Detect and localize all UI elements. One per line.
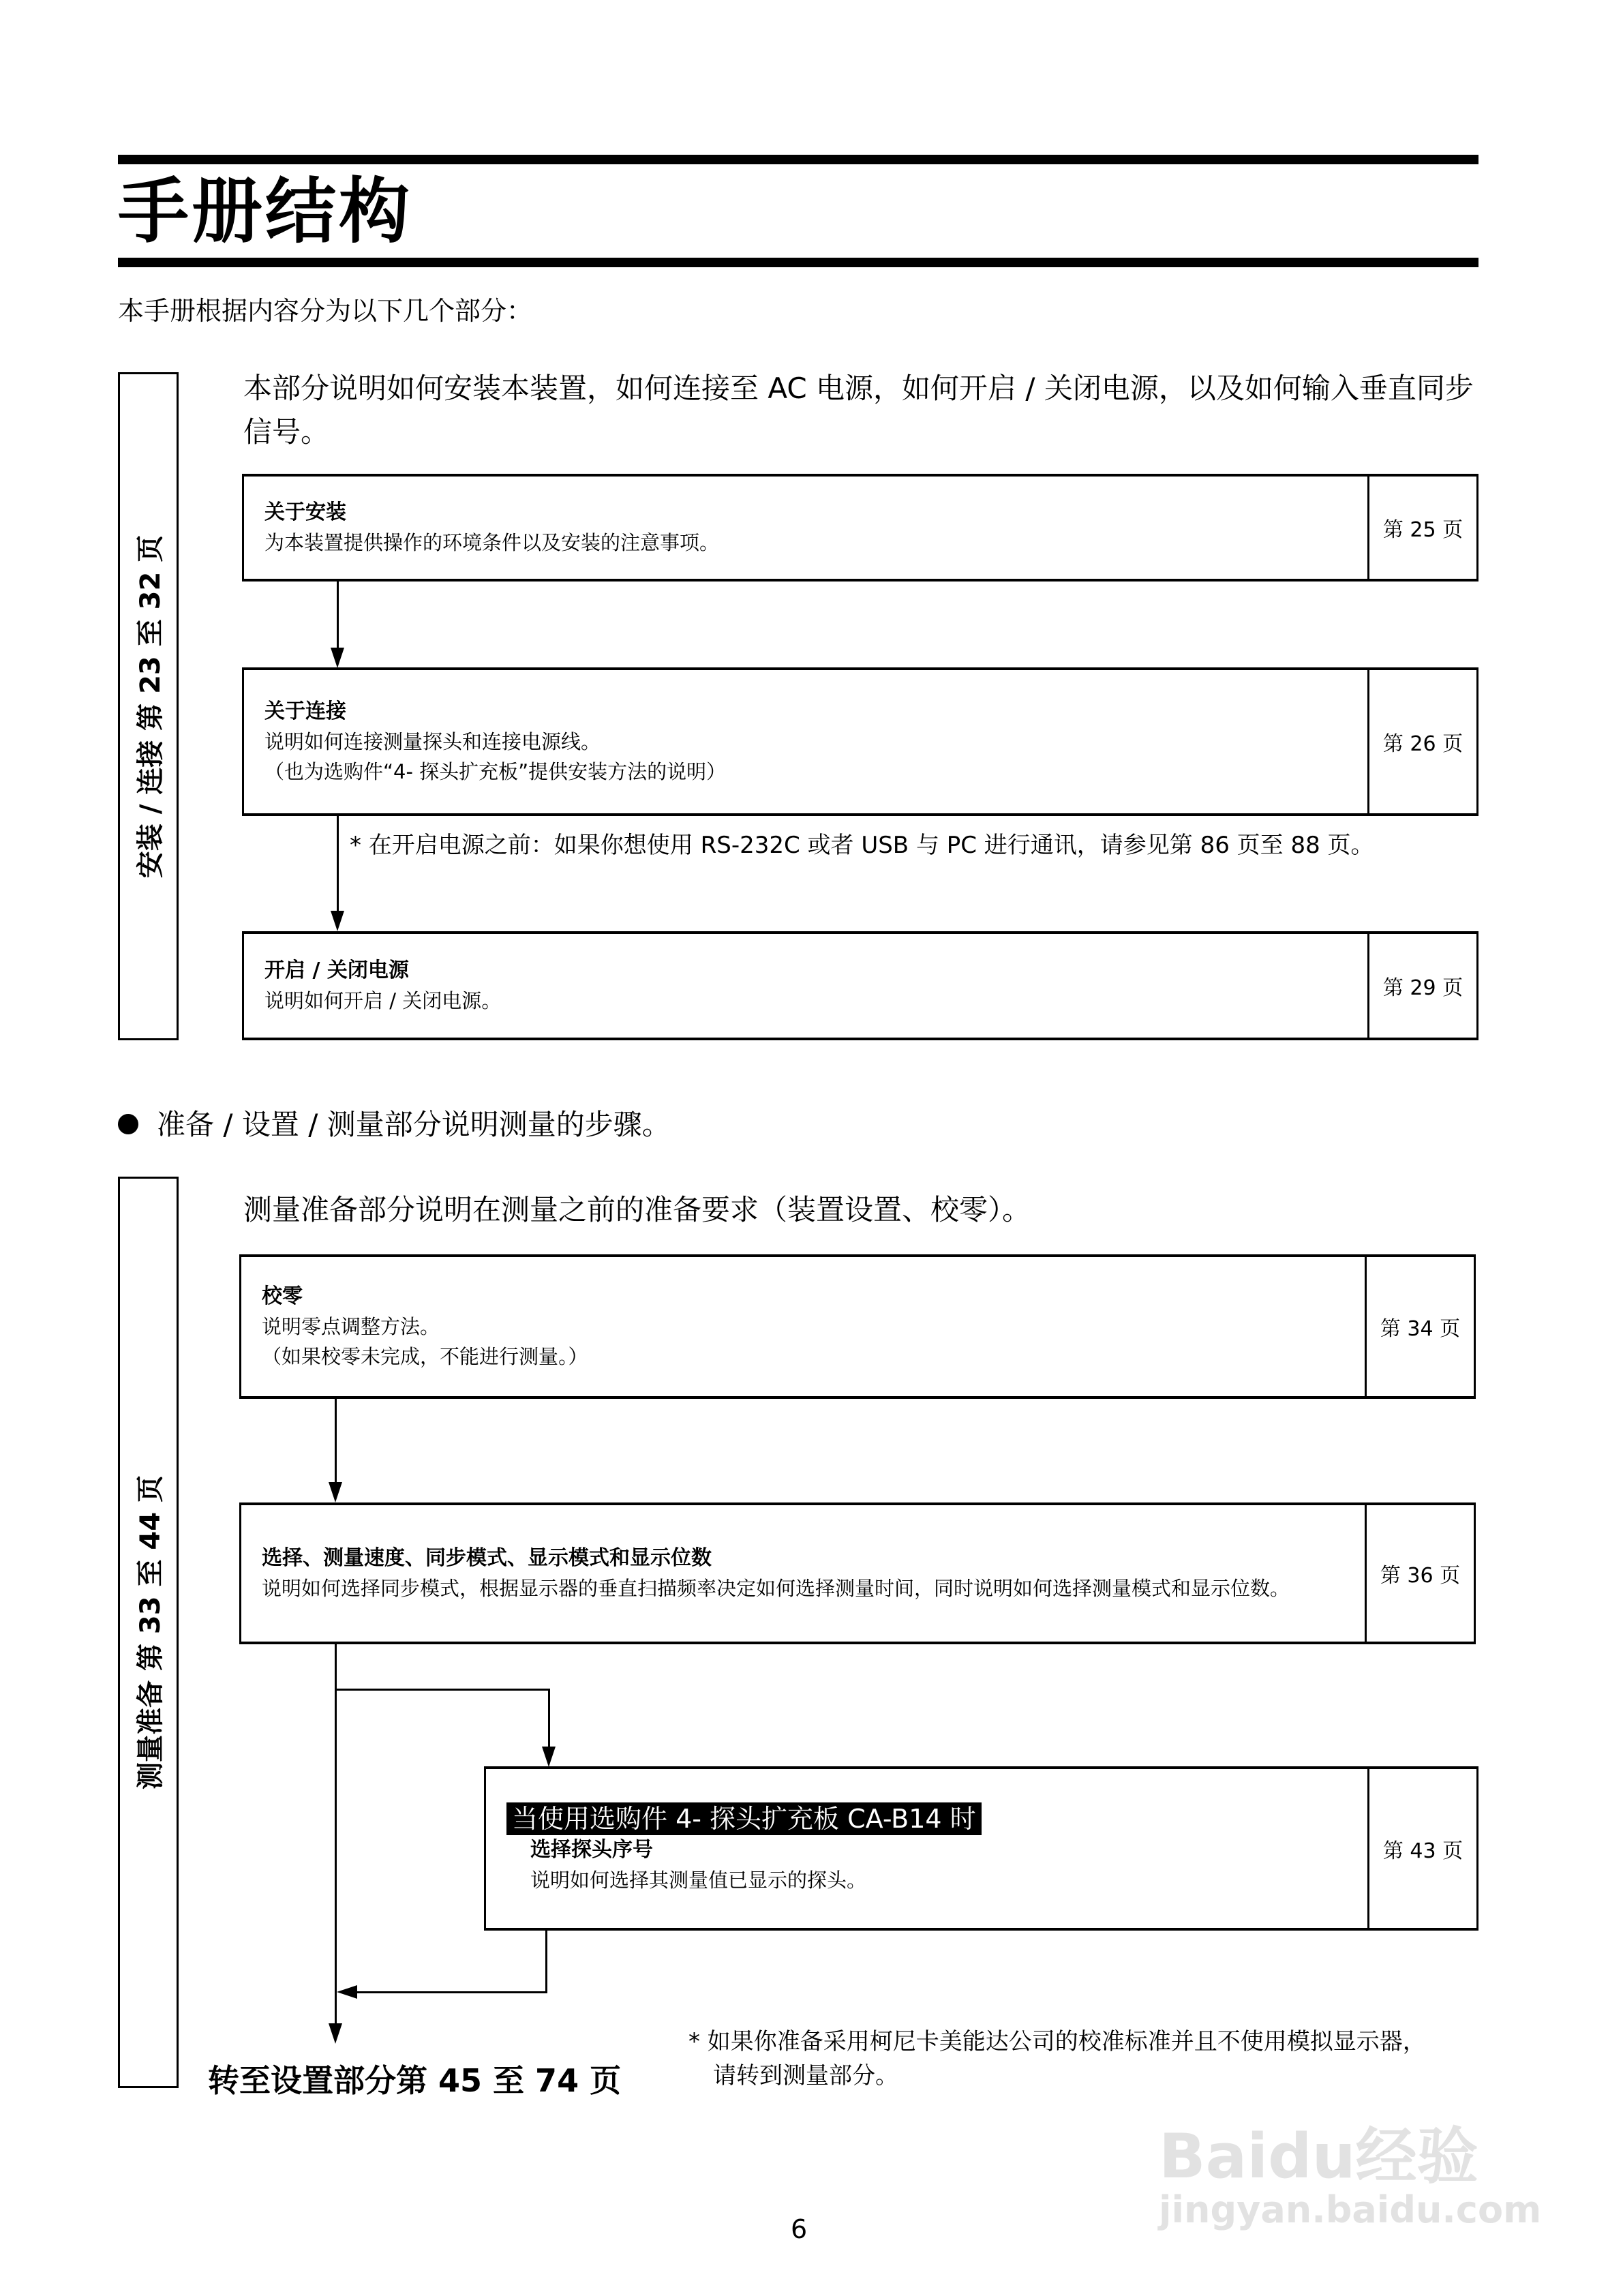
return-line	[545, 1931, 547, 1993]
bullet-icon	[118, 1114, 138, 1134]
box-heading: 关于连接	[264, 699, 346, 723]
arrow-down-icon	[331, 911, 344, 931]
side-label-text: 测量准备 第 33 至 44 页	[135, 1475, 166, 1789]
box-heading: 选择探头序号	[530, 1837, 653, 1862]
arrow-down-icon	[329, 2023, 342, 2044]
page-ref: 第 36 页	[1365, 1505, 1474, 1642]
box-probe-select	[484, 1766, 1478, 1931]
section2-side-label	[118, 1177, 179, 2088]
box-heading: 校零	[262, 1284, 303, 1308]
section2-note	[688, 2025, 1426, 2093]
box-zero-calibration	[239, 1254, 1476, 1399]
flow-line	[335, 1399, 337, 1484]
goto-setup-text: 转至设置部分第 45 至 74 页	[208, 2062, 622, 2099]
box-heading: 开启 / 关闭电源	[264, 958, 409, 982]
section1-side-label	[118, 372, 179, 1040]
flow-line	[337, 581, 339, 650]
page-ref: 第 25 页	[1367, 477, 1476, 579]
note-line: 请转到测量部分。	[713, 2062, 898, 2089]
bullet-text: 准备 / 设置 / 测量部分说明测量的步骤。	[157, 1108, 671, 1141]
page-ref: 第 43 页	[1367, 1769, 1476, 1928]
return-line	[354, 1991, 547, 1993]
side-label-text: 安装 / 连接 第 23 至 32 页	[135, 534, 167, 878]
branch-line	[548, 1689, 550, 1750]
box-mode-settings	[239, 1502, 1476, 1644]
page-number: 6	[791, 2214, 808, 2244]
box-line: 说明如何连接测量探头和连接电源线。	[264, 730, 601, 753]
page-ref: 第 26 页	[1367, 670, 1476, 813]
arrow-down-icon	[329, 1482, 342, 1502]
box-installation	[242, 474, 1478, 581]
branch-line	[335, 1689, 550, 1691]
page-ref: 第 29 页	[1367, 934, 1476, 1038]
note-line: * 如果你准备采用柯尼卡美能达公司的校准标准并且不使用模拟显示器，	[688, 2028, 1426, 2055]
box-heading: 关于安装	[264, 500, 346, 524]
watermark-logo: Baidu经验	[1159, 2121, 1478, 2192]
box-line: 说明如何选择同步模式，根据显示器的垂直扫描频率决定如何选择测量时间，同时说明如何选择测量模式和显示位数。	[262, 1577, 1290, 1600]
box-line: 为本装置提供操作的环境条件以及安装的注意事项。	[264, 531, 720, 554]
flow-line	[337, 816, 339, 913]
arrow-down-icon	[331, 648, 344, 668]
box-line: 说明如何选择其测量值已显示的探头。	[530, 1868, 867, 1892]
section1-description: 本部分说明如何安装本装置，如何连接至 AC 电源，如何开启 / 关闭电源，以及如何输入垂直同步信号。	[243, 372, 1474, 449]
arrow-left-icon	[337, 1985, 357, 1999]
box-line: 说明零点调整方法。	[262, 1315, 440, 1338]
page-title: 手册结构	[118, 170, 413, 253]
box-power	[242, 931, 1478, 1040]
box-heading: 选择、测量速度、同步模式、显示模式和显示位数	[262, 1546, 712, 1570]
page-ref: 第 34 页	[1365, 1257, 1474, 1396]
section2-description: 测量准备部分说明在测量之前的准备要求（装置设置、校零）。	[243, 1193, 1031, 1226]
section1-note: * 在开启电源之前：如果你想使用 RS-232C 或者 USB 与 PC 进行通讯，请参见第 86 页至 88 页。	[350, 832, 1374, 859]
flow-line	[335, 1644, 337, 2026]
arrow-down-icon	[542, 1747, 556, 1767]
top-rule	[118, 155, 1478, 164]
box-line: （如果校零未完成，不能进行测量。）	[262, 1345, 588, 1368]
intro-text: 本手册根据内容分为以下几个部分：	[118, 296, 533, 326]
title-rule	[118, 258, 1478, 267]
box-line: （也为选购件“4- 探头扩充板”提供安装方法的说明）	[264, 760, 727, 783]
box-line: 说明如何开启 / 关闭电源。	[264, 989, 502, 1012]
option-label: 当使用选购件 4- 探头扩充板 CA-B14 时	[506, 1802, 982, 1835]
watermark-url: jingyan.baidu.com	[1159, 2188, 1542, 2231]
box-connection	[242, 667, 1478, 816]
